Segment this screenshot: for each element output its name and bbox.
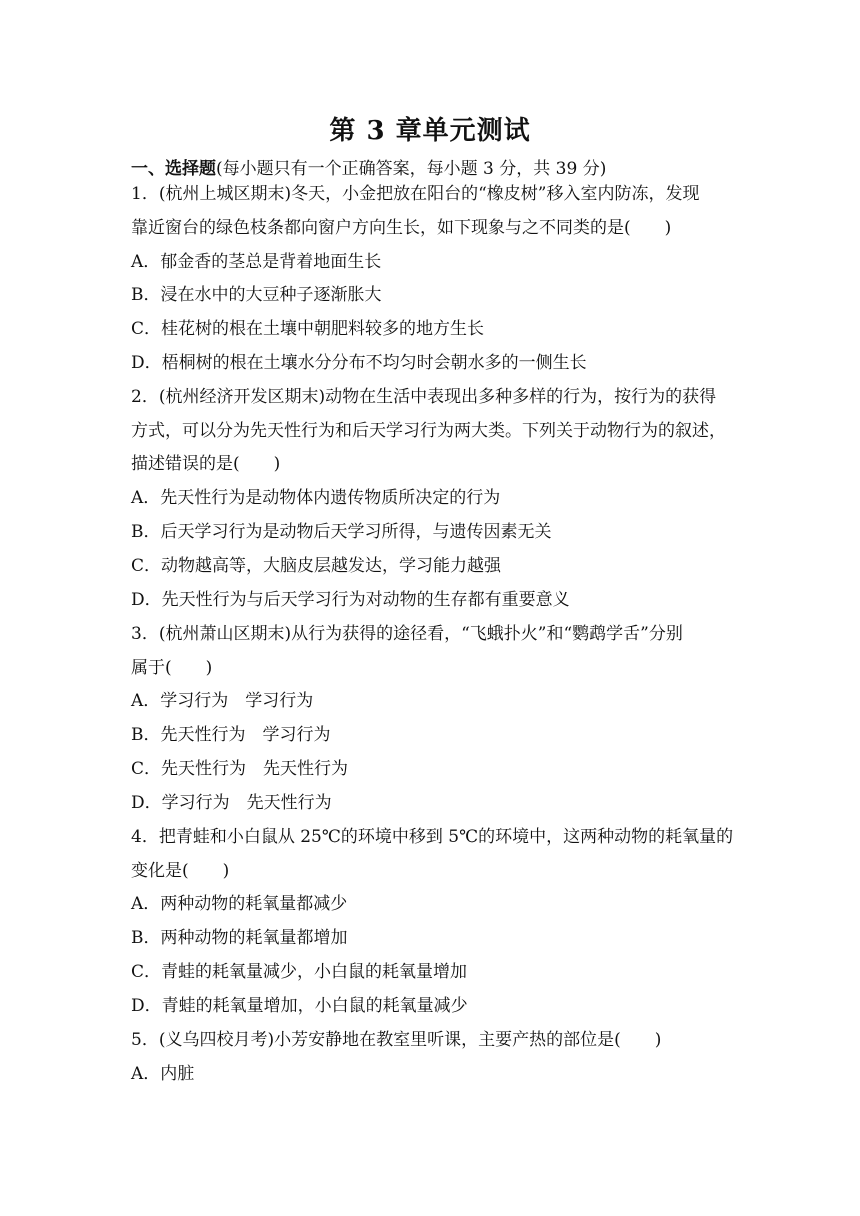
text-line: A．两种动物的耗氧量都减少 — [131, 894, 348, 914]
text-line: 2．(杭州经济开发区期末)动物在生活中表现出多种多样的行为，按行为的获得 — [131, 387, 717, 407]
text-line: B．后天学习行为是动物后天学习所得，与遗传因素无关 — [131, 522, 552, 542]
text-line: 5．(义乌四校月考)小芳安静地在教室里听课，主要产热的部位是( ) — [131, 1030, 662, 1050]
text-line: A．先天性行为是动物体内遗传物质所决定的行为 — [131, 488, 501, 508]
section-heading-note: (每小题只有一个正确答案，每小题 3 分，共 39 分) — [216, 159, 607, 179]
text-line: 变化是( ) — [131, 861, 230, 881]
text-line: 靠近窗台的绿色枝条都向窗户方向生长，如下现象与之不同类的是( ) — [131, 218, 672, 238]
text-line: 4．把青蛙和小白鼠从 25℃的环境中移到 5℃的环境中，这两种动物的耗氧量的 — [131, 827, 734, 847]
text-line: B．两种动物的耗氧量都增加 — [131, 928, 348, 948]
text-line: C．桂花树的根在土壤中朝肥料较多的地方生长 — [131, 319, 485, 339]
text-line: B．浸在水中的大豆种子逐渐胀大 — [131, 285, 382, 305]
text-line: C．动物越高等，大脑皮层越发达，学习能力越强 — [131, 556, 502, 576]
section-heading-label: 一、选择题 — [131, 159, 216, 179]
text-line: D．先天性行为与后天学习行为对动物的生存都有重要意义 — [131, 590, 570, 610]
text-line: C．先天性行为 先天性行为 — [131, 759, 349, 779]
text-line: D．学习行为 先天性行为 — [131, 793, 332, 813]
text-line: A．郁金香的茎总是背着地面生长 — [131, 252, 382, 272]
text-line: C．青蛙的耗氧量减少，小白鼠的耗氧量增加 — [131, 962, 468, 982]
text-line: 1．(杭州上城区期末)冬天，小金把放在阳台的“橡皮树”移入室内防冻，发现 — [131, 184, 700, 204]
text-line: 方式，可以分为先天性行为和后天学习行为两大类。下列关于动物行为的叙述， — [131, 421, 726, 441]
section-heading — [131, 154, 606, 179]
text-line: 属于( ) — [131, 658, 213, 678]
text-line: D．青蛙的耗氧量增加，小白鼠的耗氧量减少 — [131, 996, 468, 1016]
text-line: 描述错误的是( ) — [131, 454, 281, 474]
text-line: A．学习行为 学习行为 — [131, 691, 314, 711]
text-line: D．梧桐树的根在土壤水分分布不均匀时会朝水多的一侧生长 — [131, 353, 587, 373]
page-title: 第 3 章单元测试 — [329, 116, 531, 146]
text-line: 3．(杭州萧山区期末)从行为获得的途径看，“飞蛾扑火”和“鹦鹉学舌”分别 — [131, 624, 683, 644]
text-line: A．内脏 — [131, 1064, 195, 1084]
text-line: B．先天性行为 学习行为 — [131, 725, 331, 745]
